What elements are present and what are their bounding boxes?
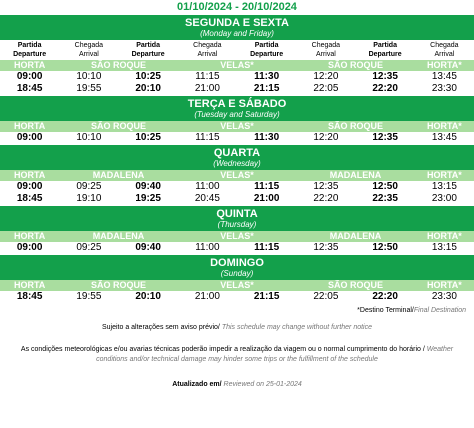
port-name: HORTA	[13, 280, 46, 290]
port-name: VELAS*	[220, 280, 254, 290]
arrival-time: 23:30	[431, 83, 457, 94]
arrival-time: 22:05	[313, 291, 339, 302]
time-row	[0, 193, 474, 205]
arrival-time: 13:45	[431, 71, 457, 82]
arrival-time: 13:15	[431, 181, 457, 192]
day-header	[0, 15, 474, 40]
period-title: 01/10/2024 - 20/10/2024	[177, 1, 297, 13]
time-row	[0, 181, 474, 193]
departure-time: 12:35	[372, 132, 398, 143]
port-row	[0, 60, 474, 71]
port-name: HORTA	[13, 121, 46, 131]
column-header	[237, 40, 296, 60]
time-row	[0, 242, 474, 254]
departure-time: 12:50	[372, 242, 398, 253]
day-header	[0, 206, 474, 231]
day-subtitle: (Wednesday)	[213, 159, 261, 168]
column-header-en: Arrival	[197, 51, 218, 58]
departure-time: 09:00	[16, 132, 43, 143]
departure-time: 21:00	[253, 193, 280, 204]
weather-note-pt: As condições meteorológicas e/ou avarias técnicas poderão impedir a realização da viagem ou o normal cumprimento do horário /	[20, 346, 427, 353]
column-header-en: Departure	[250, 51, 284, 58]
arrival-time: 19:55	[76, 83, 102, 94]
arrival-time: 13:15	[431, 242, 457, 253]
arrival-time: 09:25	[76, 181, 102, 192]
port-name: VELAS*	[220, 170, 254, 180]
port-name: SÃO ROQUE	[327, 60, 383, 70]
column-header	[415, 40, 474, 60]
departure-time: 09:00	[16, 71, 43, 82]
port-name: HORTA*	[426, 231, 462, 241]
departure-time: 12:35	[372, 71, 398, 82]
arrival-time: 21:00	[194, 83, 220, 94]
port-row	[0, 170, 474, 181]
column-header	[119, 40, 178, 60]
time-row	[0, 132, 474, 144]
port-name: SÃO ROQUE	[327, 121, 383, 131]
departure-time: 11:15	[254, 181, 280, 192]
arrival-time: 23:30	[431, 291, 457, 302]
port-row	[0, 121, 474, 132]
port-row	[0, 280, 474, 291]
port-name: HORTA	[13, 60, 46, 70]
column-header-pt: Partida	[254, 42, 279, 49]
day-subtitle: (Sunday)	[220, 269, 254, 278]
arrival-time: 13:45	[431, 132, 457, 143]
column-header	[59, 40, 118, 60]
day-section	[0, 96, 474, 145]
weather-note	[0, 345, 474, 365]
day-subtitle: (Tuesday and Saturday)	[194, 110, 280, 119]
arrival-time: 19:55	[76, 291, 102, 302]
subject-to-change-note	[0, 324, 474, 331]
day-section	[0, 206, 474, 255]
column-header-pt: Chegada	[311, 42, 341, 49]
arrival-time: 12:35	[313, 242, 339, 253]
arrival-time: 09:25	[76, 242, 102, 253]
departure-time: 18:45	[16, 291, 43, 302]
port-name: HORTA*	[426, 60, 462, 70]
updated-date: Reviewed on 25-01-2024	[223, 381, 302, 388]
weather-note-en: Weather conditions and/or technical damage may hinder some trips or the fulfillment of the schedule	[96, 346, 454, 363]
departure-time: 21:15	[253, 291, 280, 302]
port-name: VELAS*	[220, 121, 254, 131]
arrival-time: 20:45	[194, 193, 220, 204]
port-name: HORTA	[13, 170, 46, 180]
time-row	[0, 71, 474, 83]
departure-time: 09:40	[135, 181, 161, 192]
port-name: HORTA*	[426, 121, 462, 131]
destination-note-en: Final Destination	[413, 307, 466, 314]
arrival-time: 10:10	[76, 132, 102, 143]
day-header	[0, 145, 474, 170]
column-header	[0, 40, 59, 60]
port-name: HORTA	[13, 231, 46, 241]
departure-time: 12:50	[372, 181, 398, 192]
column-header-pt: Chegada	[193, 42, 222, 49]
departure-time: 20:10	[135, 83, 161, 94]
column-header-pt: Chegada	[74, 42, 104, 49]
arrival-time: 19:10	[76, 193, 102, 204]
column-header-pt: Partida	[136, 42, 160, 49]
column-header	[296, 40, 355, 60]
arrival-time: 23:00	[431, 193, 457, 204]
column-header-en: Departure	[131, 51, 165, 58]
port-name: SÃO ROQUE	[90, 280, 146, 290]
departure-time: 22:20	[372, 83, 398, 94]
column-header-pt: Partida	[373, 42, 397, 49]
arrival-time: 11:00	[195, 242, 220, 253]
column-header-pt: Chegada	[430, 42, 459, 49]
port-row	[0, 231, 474, 242]
column-header-en: Departure	[13, 51, 47, 58]
day-subtitle: (Thursday)	[217, 220, 257, 229]
subject-note-pt: Sujeito a alterações sem aviso prévio/	[101, 324, 222, 331]
column-header-en: Departure	[368, 51, 402, 58]
day-header	[0, 96, 474, 121]
port-name: HORTA*	[426, 170, 462, 180]
section-gap	[0, 303, 474, 304]
port-name: SÃO ROQUE	[90, 60, 146, 70]
port-name: HORTA*	[426, 280, 462, 290]
arrival-time: 22:20	[313, 193, 339, 204]
day-header	[0, 255, 474, 280]
arrival-time: 10:10	[76, 71, 102, 82]
arrival-time: 21:00	[194, 291, 220, 302]
arrival-time: 11:00	[195, 181, 220, 192]
updated-note	[0, 381, 474, 388]
column-header-en: Arrival	[315, 51, 336, 58]
column-header-row	[0, 40, 474, 60]
departure-time: 10:25	[135, 132, 161, 143]
port-name: SÃO ROQUE	[90, 121, 146, 131]
departure-time: 11:15	[254, 242, 280, 253]
departure-time: 09:40	[135, 242, 161, 253]
port-name: SÃO ROQUE	[327, 280, 383, 290]
day-section	[0, 145, 474, 206]
departure-time: 09:00	[16, 242, 43, 253]
column-header-en: Arrival	[78, 51, 99, 58]
departure-time: 18:45	[16, 83, 43, 94]
arrival-time: 11:15	[195, 132, 220, 143]
day-name: QUINTA	[216, 208, 258, 220]
destination-note-pt: *Destino Terminal/	[357, 307, 414, 314]
arrival-time: 12:35	[313, 181, 339, 192]
departure-time: 11:30	[254, 132, 280, 143]
arrival-time: 12:20	[313, 132, 339, 143]
arrival-time: 12:20	[313, 71, 339, 82]
port-name: MADALENA	[92, 170, 145, 180]
departure-time: 20:10	[135, 291, 161, 302]
column-header	[356, 40, 415, 60]
departure-time: 18:45	[16, 193, 43, 204]
day-name: TERÇA E SÁBADO	[187, 98, 287, 110]
destination-note	[0, 307, 474, 314]
arrival-time: 11:15	[195, 71, 220, 82]
port-name: VELAS*	[220, 231, 254, 241]
day-section	[0, 255, 474, 304]
arrival-time: 22:05	[313, 83, 339, 94]
day-name: QUARTA	[213, 147, 261, 159]
port-name: MADALENA	[92, 231, 145, 241]
departure-time: 21:15	[253, 83, 280, 94]
departure-time: 22:20	[372, 291, 398, 302]
sections-container	[0, 15, 474, 304]
updated-label: Atualizado em/	[172, 381, 224, 388]
port-name: VELAS*	[220, 60, 254, 70]
departure-time: 19:25	[135, 193, 161, 204]
notes	[0, 307, 474, 388]
departure-time: 10:25	[135, 71, 161, 82]
column-header-en: Arrival	[434, 51, 455, 58]
departure-time: 11:30	[254, 71, 280, 82]
time-row	[0, 291, 474, 303]
column-header-pt: Partida	[17, 42, 42, 49]
day-subtitle: (Monday and Friday)	[200, 29, 274, 38]
column-header	[178, 40, 237, 60]
port-name: MADALENA	[329, 170, 382, 180]
time-row	[0, 83, 474, 95]
day-name: DOMINGO	[210, 257, 264, 269]
port-name: MADALENA	[329, 231, 382, 241]
departure-time: 22:35	[372, 193, 398, 204]
subject-note-en: This schedule may change without further notice	[221, 324, 373, 331]
departure-time: 09:00	[16, 181, 43, 192]
day-name: SEGUNDA E SEXTA	[185, 17, 289, 29]
day-section	[0, 15, 474, 96]
